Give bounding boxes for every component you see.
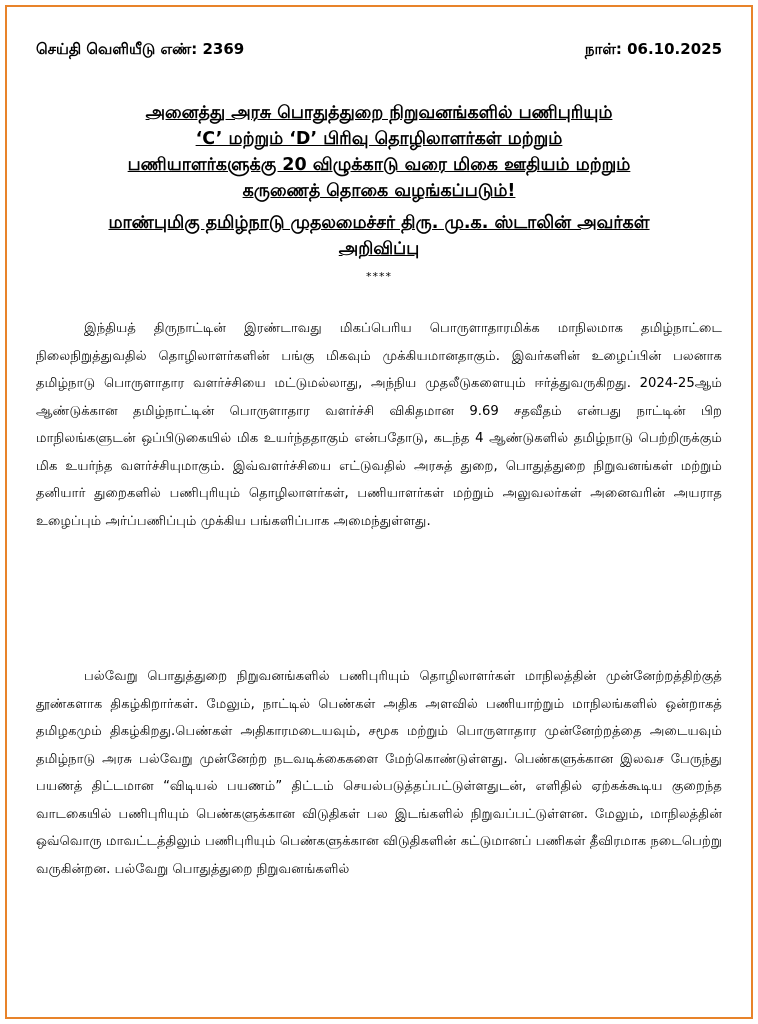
title-line: ‘C’ மற்றும் ‘D’ பிரிவு தொழிலாளர்கள் மற்றும் <box>195 129 563 149</box>
title-line: பணியாளர்களுக்கு 20 விழுக்காடு வரை மிகை ஊதியம் மற்றும் <box>127 155 631 175</box>
release-date: நாள்: 06.10.2025 <box>584 40 722 58</box>
page-title <box>40 100 718 204</box>
subtitle-line: மாண்புமிகு தமிழ்நாடு முதலமைச்சர் திரு. மு.க. ஸ்டாலின் அவர்கள் <box>108 213 650 233</box>
body-paragraph-1: இந்தியத் திருநாட்டின் இரண்டாவது மிகப்பெரிய பொருளாதாரமிக்க மாநிலமாக தமிழ்நாட்டை நிலைநிறுத்துவதில் தொழிலாளர்களின் பங்கு மிகவும் முக்கியமானதாகும். இவர்களின் உழைப்பின் பலனாக தமிழ்நாடு பொருளாதார வளர்ச்சியை மட்டுமல்லாது, அந்நிய முதலீடுகளையும் ஈர்த்துவருகிறது. 2024-25ஆம் ஆண்டுக்கான தமிழ்நாட்டின் பொருளாதார வளர்ச்சி விகிதமான 9.69 சதவீதம் என்பது நாட்டின் பிற மாநிலங்களுடன் ஒப்பிடுகையில் மிக உயர்ந்ததாகும் என்பதோடு, கடந்த 4 ஆண்டுகளில் தமிழ்நாடு பெற்றிருக்கும் மிக உயர்ந்த வளர்ச்சியுமாகும். இவ்வளர்ச்சியை எட்டுவதில் அரசுத் துறை, பொதுத்துறை நிறுவனங்கள் மற்றும் தனியார் துறைகளில் பணிபுரியும் தொழிலாளர்கள், பணியாளர்கள் மற்றும் அலுவலர்கள் அனைவரின் அயராத உழைப்பும் அர்ப்பணிப்பும் முக்கிய பங்களிப்பாக அமைந்துள்ளது. <box>36 321 722 529</box>
separator: **** <box>366 270 392 283</box>
subtitle-line: அறிவிப்பு <box>338 239 420 259</box>
release-number: செய்தி வெளியீடு எண்: 2369 <box>36 40 245 58</box>
body-paragraph-2: பல்வேறு பொதுத்துறை நிறுவனங்களில் பணிபுரியும் தொழிலாளர்கள் மாநிலத்தின் முன்னேற்றத்திற்குத் தூண்களாக திகழ்கிறார்கள். மேலும், நாட்டில் பெண்கள் அதிக அளவில் பணியாற்றும் மாநிலங்களில் ஒன்றாகத் தமிழகமும் திகழ்கிறது.பெண்கள் அதிகாரமடையவும், சமூக மற்றும் பொருளாதார முன்னேற்றத்தை அடையவும் தமிழ்நாடு அரசு பல்வேறு முன்னேற்ற நடவடிக்கைகளை மேற்கொண்டுள்ளது. பெண்களுக்கான இலவச பேருந்து பயணத் திட்டமான “விடியல் பயணம்” திட்டம் செயல்படுத்தப்பட்டுள்ளதுடன், எளிதில் ஏற்கக்கூடிய குறைந்த வாடகையில் பணிபுரியும் பெண்களுக்கான விடுதிகள் பல இடங்களில் நிறுவப்பட்டுள்ளன. மேலும், மாநிலத்தின் ஒவ்வொரு மாவட்டத்திலும் பணிபுரியும் பெண்களுக்கான விடுதிகளின் கட்டுமானப் பணிகள் தீவிரமாக நடைபெற்று வருகின்றன. பல்வேறு பொதுத்துறை நிறுவனங்களில் <box>36 669 722 877</box>
title-line: அனைத்து அரசு பொதுத்துறை நிறுவனங்களில் பணிபுரியும் <box>145 103 613 123</box>
subtitle <box>40 210 718 262</box>
header-row <box>36 40 722 60</box>
title-line: கருணைத் தொகை வழங்கப்படும்! <box>242 181 516 201</box>
